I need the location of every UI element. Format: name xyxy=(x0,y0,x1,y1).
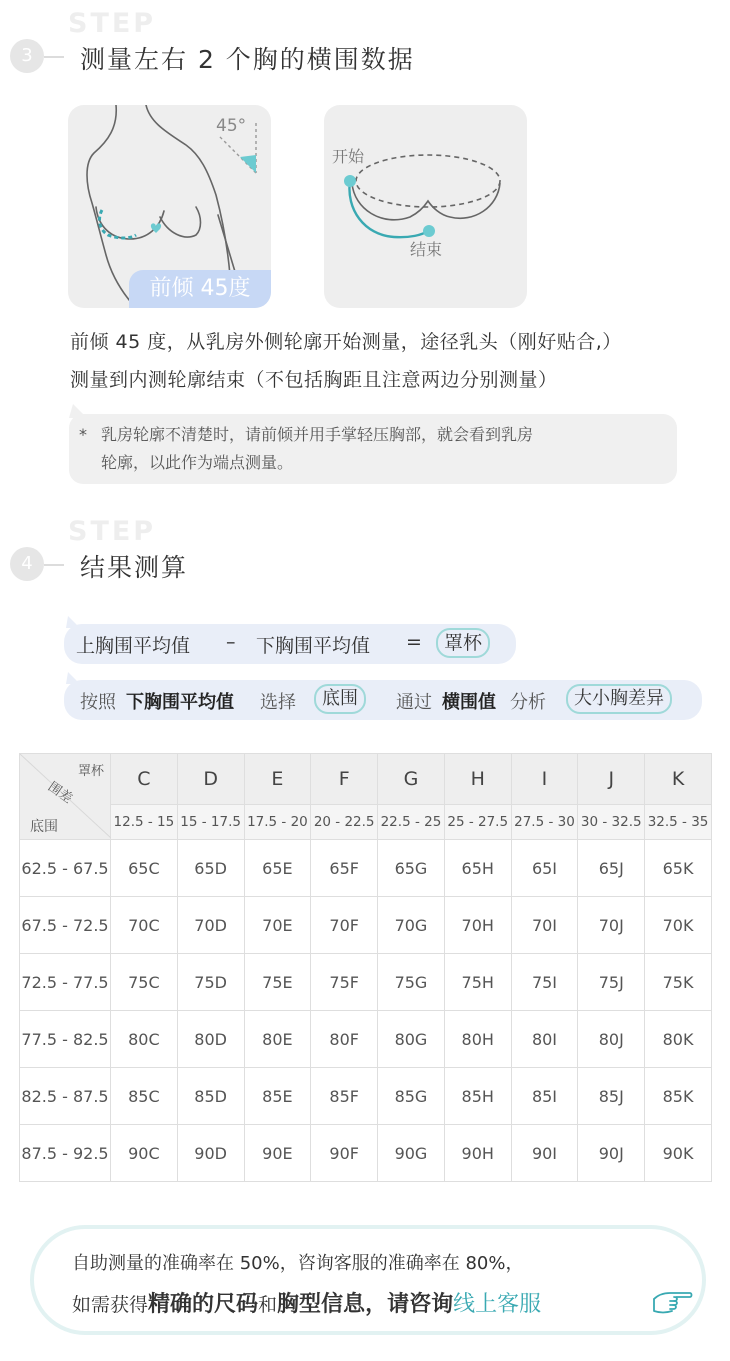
base-size-cell: 82.5 - 87.5 xyxy=(20,1068,111,1125)
table-row xyxy=(20,840,712,897)
step3-divider xyxy=(44,56,64,58)
cup-header: H xyxy=(444,754,511,805)
size-cell: 70K xyxy=(645,897,712,954)
size-cell: 70I xyxy=(511,897,578,954)
size-cell: 80G xyxy=(378,1011,445,1068)
cup-header: J xyxy=(578,754,645,805)
diff-range-header: 20 - 22.5 xyxy=(311,805,378,840)
size-cell: 70E xyxy=(244,897,311,954)
size-cell: 65K xyxy=(645,840,712,897)
step3-instruction-line2: 测量到内测轮廓结束（不包括胸距且注意两边分别测量） xyxy=(70,369,558,391)
step3-title: 测量左右 2 个胸的横围数据 xyxy=(80,45,415,74)
size-cell: 90G xyxy=(378,1125,445,1182)
size-cell: 75G xyxy=(378,954,445,1011)
size-cell: 90E xyxy=(244,1125,311,1182)
size-cell: 70F xyxy=(311,897,378,954)
size-cell: 80J xyxy=(578,1011,645,1068)
step4-ghost-label: STEP xyxy=(68,516,157,547)
base-size-cell: 62.5 - 67.5 xyxy=(20,840,111,897)
formula-upper: 上胸围平均值 xyxy=(76,635,191,657)
measure-path-illustration-card xyxy=(324,105,527,308)
consult-line xyxy=(72,1287,541,1318)
size-cell: 75E xyxy=(244,954,311,1011)
size-cell: 80H xyxy=(444,1011,511,1068)
formula-equals: = xyxy=(406,631,422,653)
guide-badge-base: 底围 xyxy=(314,684,366,714)
consult-highlight-shape: 胸型信息 xyxy=(277,1292,366,1317)
size-cell: 90J xyxy=(578,1125,645,1182)
diff-range-header: 30 - 32.5 xyxy=(578,805,645,840)
size-cell: 85I xyxy=(511,1068,578,1125)
diff-range-header: 27.5 - 30 xyxy=(511,805,578,840)
bra-outline-icon xyxy=(324,105,527,308)
step3-number-badge: 3 xyxy=(10,39,44,73)
table-row xyxy=(20,897,712,954)
cup-header: G xyxy=(378,754,445,805)
size-cell: 90K xyxy=(645,1125,712,1182)
size-cell: 70C xyxy=(111,897,178,954)
size-cell: 85D xyxy=(177,1068,244,1125)
size-cell: 75H xyxy=(444,954,511,1011)
diff-range-header: 15 - 17.5 xyxy=(177,805,244,840)
size-cell: 80C xyxy=(111,1011,178,1068)
guide-pill xyxy=(64,680,702,720)
tip-line2: 轮廓，以此作为端点测量。 xyxy=(101,453,294,472)
diff-range-header: 12.5 - 15 xyxy=(111,805,178,840)
guide-text3: 选择 xyxy=(260,692,296,713)
size-cell: 80K xyxy=(645,1011,712,1068)
corner-base-label: 底围 xyxy=(30,819,58,835)
size-cell: 80D xyxy=(177,1011,244,1068)
size-cell: 85H xyxy=(444,1068,511,1125)
size-cell: 65C xyxy=(111,840,178,897)
guide-badge-diff: 大小胸差异 xyxy=(566,684,672,714)
cup-header: I xyxy=(511,754,578,805)
consult-text-and: 和 xyxy=(258,1294,278,1316)
size-cell: 90D xyxy=(177,1125,244,1182)
lean-forward-tag: 前倾 45度 xyxy=(129,270,271,308)
size-cell: 65H xyxy=(444,840,511,897)
consult-text-please: ，请咨询 xyxy=(365,1292,454,1317)
size-cell: 80I xyxy=(511,1011,578,1068)
customer-service-callout xyxy=(30,1225,706,1335)
guide-text4: 通过 xyxy=(396,692,432,713)
size-cell: 90I xyxy=(511,1125,578,1182)
size-cell: 75D xyxy=(177,954,244,1011)
corner-cup-label: 罩杯 xyxy=(77,764,104,779)
diff-range-header: 25 - 27.5 xyxy=(444,805,511,840)
size-cell: 85C xyxy=(111,1068,178,1125)
size-cell: 70D xyxy=(177,897,244,954)
size-cell: 85G xyxy=(378,1068,445,1125)
base-size-cell: 87.5 - 92.5 xyxy=(20,1125,111,1182)
formula-minus: – xyxy=(226,631,236,653)
cup-header: E xyxy=(244,754,311,805)
guide-text5: 横围值 xyxy=(442,692,496,713)
size-cell: 65G xyxy=(378,840,445,897)
tip-pointer-icon xyxy=(69,404,89,418)
size-cell: 85J xyxy=(578,1068,645,1125)
step4-title: 结果测算 xyxy=(80,553,189,582)
table-row xyxy=(20,1011,712,1068)
size-cell: 65D xyxy=(177,840,244,897)
size-cell: 70J xyxy=(578,897,645,954)
size-cell: 90F xyxy=(311,1125,378,1182)
start-label: 开始 xyxy=(332,147,365,166)
size-cell: 90H xyxy=(444,1125,511,1182)
table-row xyxy=(20,1125,712,1182)
size-cell: 75J xyxy=(578,954,645,1011)
corner-diff-label: 围差 xyxy=(44,779,75,807)
base-size-cell: 67.5 - 72.5 xyxy=(20,897,111,954)
cup-header: F xyxy=(311,754,378,805)
tip-line1: 乳房轮廓不清楚时，请前倾并用手掌轻压胸部，就会看到乳房 xyxy=(101,425,534,444)
cup-header: D xyxy=(177,754,244,805)
guide-text1: 按照 xyxy=(80,692,116,713)
guide-text6: 分析 xyxy=(510,692,546,713)
size-cell: 80F xyxy=(311,1011,378,1068)
cup-header: C xyxy=(111,754,178,805)
lean-forward-illustration-card xyxy=(68,105,271,308)
formula-pill xyxy=(64,624,516,664)
cup-header: K xyxy=(645,754,712,805)
guide-text2: 下胸围平均值 xyxy=(126,692,234,713)
size-cell: 75C xyxy=(111,954,178,1011)
size-cell: 85F xyxy=(311,1068,378,1125)
diff-range-header: 17.5 - 20 xyxy=(244,805,311,840)
size-cell: 75I xyxy=(511,954,578,1011)
size-cell: 65E xyxy=(244,840,311,897)
size-cell: 85E xyxy=(244,1068,311,1125)
step3-instruction-line1: 前倾 45 度，从乳房外侧轮廓开始测量，途径乳头（刚好贴合,） xyxy=(70,331,622,353)
step3-tip-box xyxy=(69,414,677,484)
diff-range-header: 22.5 - 25 xyxy=(378,805,445,840)
accuracy-note: 自助测量的准确率在 50%，咨询客服的准确率在 80%， xyxy=(72,1253,524,1274)
step4-divider xyxy=(44,564,64,566)
consult-highlight-size: 精确的尺码 xyxy=(148,1292,259,1317)
size-cell: 70H xyxy=(444,897,511,954)
diff-range-header: 32.5 - 35 xyxy=(645,805,712,840)
formula-result-badge: 罩杯 xyxy=(436,628,490,658)
formula-pointer-icon xyxy=(66,616,82,628)
tip-star: * xyxy=(79,425,87,444)
size-chart-table xyxy=(19,753,712,1182)
formula-lower: 下胸围平均值 xyxy=(256,635,371,657)
size-cell: 65I xyxy=(511,840,578,897)
size-cell: 65F xyxy=(311,840,378,897)
size-cell: 80E xyxy=(244,1011,311,1068)
size-cell: 75K xyxy=(645,954,712,1011)
step3-ghost-label: STEP xyxy=(68,8,157,39)
table-row xyxy=(20,954,712,1011)
online-service-link[interactable]: 线上客服 xyxy=(453,1292,542,1317)
table-corner-cell xyxy=(20,754,111,840)
step4-number-badge: 4 xyxy=(10,547,44,581)
guide-pointer-icon xyxy=(66,672,82,684)
angle-label: 45° xyxy=(216,116,247,136)
table-row xyxy=(20,1068,712,1125)
size-cell: 85K xyxy=(645,1068,712,1125)
size-cell: 75F xyxy=(311,954,378,1011)
base-size-cell: 72.5 - 77.5 xyxy=(20,954,111,1011)
base-size-cell: 77.5 - 82.5 xyxy=(20,1011,111,1068)
size-cell: 90C xyxy=(111,1125,178,1182)
end-label: 结束 xyxy=(410,240,443,259)
pointing-hand-icon[interactable] xyxy=(650,1287,694,1317)
size-cell: 65J xyxy=(578,840,645,897)
consult-text-a: 如需获得 xyxy=(72,1294,149,1316)
size-cell: 70G xyxy=(378,897,445,954)
